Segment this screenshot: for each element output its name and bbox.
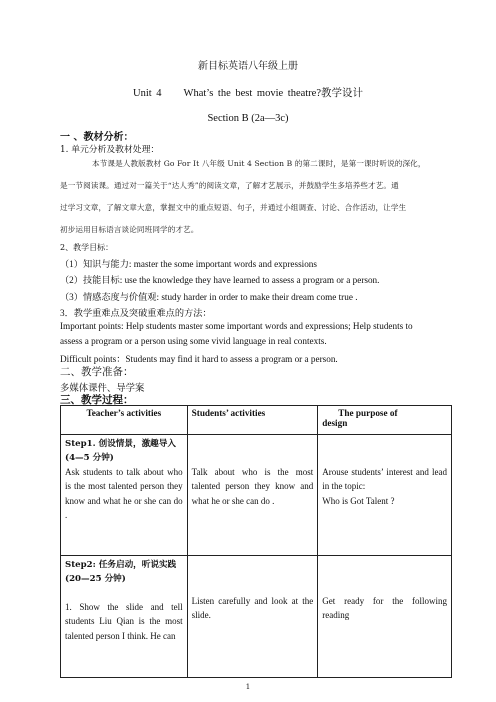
step2-purpose-text: Get ready for the following reading [322,596,447,621]
important-points-line1: Important points: Help students master some important words and expressions; Help students to [60,321,413,331]
step1-time: (4—5 分钟) [65,453,114,463]
section-heading-process: 三、教学过程： [60,394,134,406]
column-header-teacher: Teacher’s activities [61,406,188,435]
step2-teacher-cell [61,556,188,678]
paragraph-line: 过学习文章，了解文章大意，掌握文中的重点短语、句子，并通过小组调查、讨论、合作活动，让学生 [60,203,407,212]
step1-purpose-text: Arouse students’ interest and lead in the topic: [322,467,447,492]
table-row [61,435,452,556]
page-number: 1 [245,683,251,691]
column-header-students: Students’ activities [187,406,318,435]
objective-skills: （2）技能目标: use the knowledge they have learned to assess a program or a person. [60,275,380,285]
section-heading-preparation: 二、教学准备： [60,366,134,378]
unit-title [0,85,496,100]
step2-teacher-activity: 1. Show the slide and tell students Liu Qian is the most talented person I think. He can [65,602,183,641]
step1-teacher-activity: Ask students to talk about who is the most talented person they know and what he or she can do . [65,467,183,520]
purpose-header-line1: The purpose of [338,408,398,418]
difficult-points: Difficult points：Students may find it hard to assess a program or a person. [60,354,338,364]
lesson-title: What’s the best movie theatre?教学设计 [183,88,363,99]
objective-knowledge: （1）知识与能力: master the some important words and expressions [60,259,317,269]
step1-purpose-cell [318,435,452,556]
step1-teacher-cell [61,435,188,556]
unit-label: Unit 4 [133,88,162,99]
table-row [61,556,452,678]
purpose-header-line2: design [322,418,348,428]
step1-title: Step1. 创设情景，激趣导入 [65,439,176,449]
step1-students-cell [187,435,318,556]
section-heading-analysis: 一 、教材分析： [60,132,134,143]
important-points-line2: assess a program or a person using some vivid language in real contexts. [60,336,327,346]
column-header-purpose [318,406,452,435]
step2-purpose-cell [318,556,452,678]
paragraph-line: 初步运用目标语言谈论同班同学的才艺。 [60,225,199,234]
step2-title: Step2: 任务启动，听说实践 [65,560,177,570]
paragraph-line: 本节课是人教版教材 Go For It 八年级 Unit 4 Section B 的第二课时，是第一课时听说的深化， [92,159,426,168]
section-title: Section B (2a—3c) [207,113,289,124]
subheading-objectives: 2、教学目标： [60,243,114,252]
step1-purpose-question: Who is Got Talent ? [322,495,395,506]
subheading-key-points: 3．教学重难点及突破重难点的方法： [60,308,212,318]
objective-attitude: （3）情感态度与价值观: study harder in order to make their dream come true . [60,292,358,302]
table-header-row [61,406,452,435]
step2-time: (20—25 分钟) [65,574,126,584]
step1-students-activity: Talk about who is the most talented person they know and what he or she can do . [191,467,314,506]
teaching-process-table [60,405,452,678]
paragraph-line: 是一节阅读课。通过对一篇关于“达人秀”的阅读文章，了解才艺展示，并鼓励学生多培养些才艺。通 [60,181,399,190]
subheading-unit-analysis: 1. 单元分析及教材处理： [60,145,160,155]
doc-title: 新目标英语八年级上册 [198,61,298,72]
step2-students-cell [187,556,318,678]
step2-students-activity: Listen carefully and look at the slide. [191,596,314,621]
preparation-text: 多媒体课件、导学案 [60,383,145,394]
